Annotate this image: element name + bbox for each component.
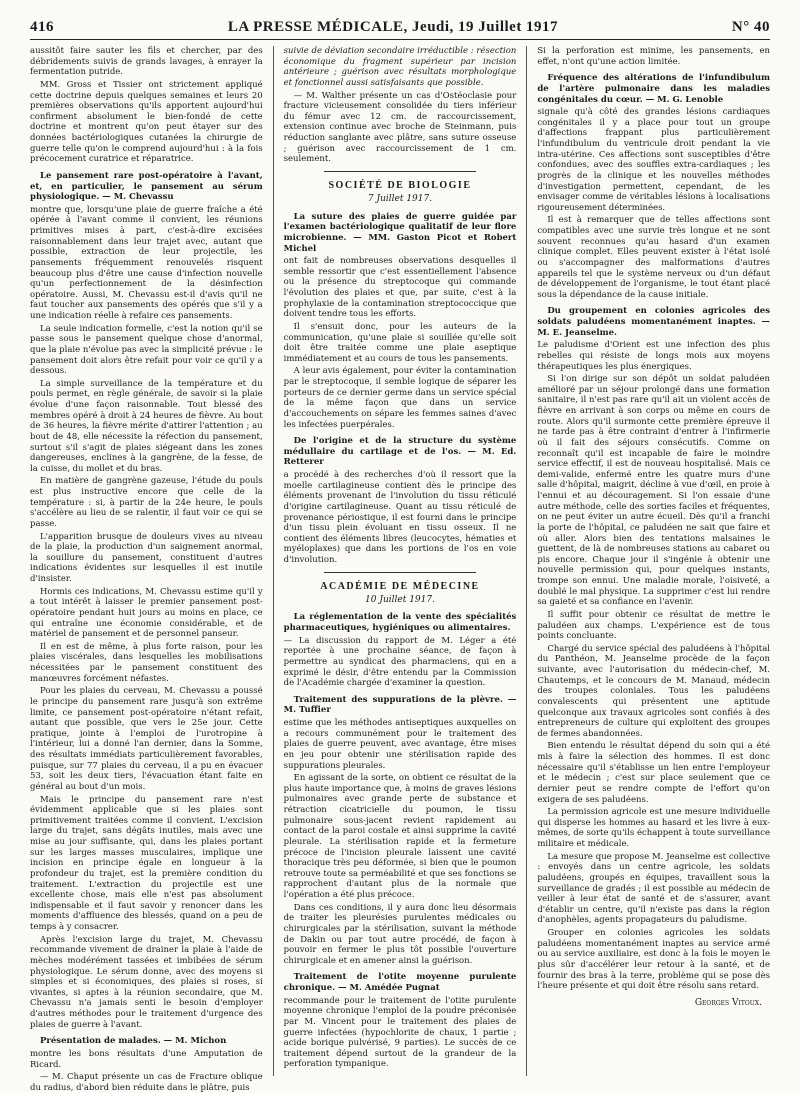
- paragraph: montre que, lorsqu'une plaie de guerre fraîche a été opérée à l'avant comme il convient, les réunions primitives mises à part, c'est-à-dire excisées raisonnablement dans leur trajet avec, autant que possible, extraction de leur projectile, les pansements fréquemment renouvelés risquent beaucoup plus d'être une cause d'infection nouvelle qu'un perfectionnement de la désinfection opératoire. Aussi, M. Chevassu est-il d'avis qu'il ne faut toucher aux pansements des opérés que s'il y a une indication réelle à refaire ces pansements.: [30, 204, 263, 321]
- paragraph: signale qu'à côté des grandes lésions cardiaques congénitales il y a place pour tout un groupe d'affections frappant plus particulièrement l'infundibulum du ventricule droit pendant la vie intra-utérine. Ces affections sont susceptibles d'être confondues, avec des souffles extra-cardiaques ; les progrès de la clinique et les nouvelles méthodes d'investigation permettent, cependant, de les envisager comme de véritables lésions à localisations rigoureusement déterminées.: [537, 107, 770, 213]
- paragraph: Si la perforation est minime, les pansements, en effet, n'ont qu'une action limitée.: [537, 46, 770, 67]
- section-heading: Traitement des suppurations de la plèvre. — M. Tuffier: [283, 694, 517, 716]
- paragraph: Il s'ensuit donc, pour les auteurs de la communication, qu'une plaie si souillée qu'elle soit doit être traitée comme une plaie aseptique immédiatement et au cours de tous les pansements.: [283, 321, 517, 364]
- paragraph: Il est à remarquer que de telles affections sont compatibles avec une survie très longue et ne sont souvent reconnues qu'au hasard d'un examen clinique complet. Elles peuvent exister à l'état isolé ou s'accompagner des malformations d'autres appareils tel que le système nerveux ou d'un défaut de développement de l'organisme, le tout étant placé sous la dépendance de la cause initiale.: [537, 215, 770, 300]
- page-header: [30, 14, 770, 40]
- paragraph: Si l'on dirige sur son dépôt un soldat paludéen amélioré par un séjour prolongé dans une formation sanitaire, il n'est pas rare qu'il ait un violent accès de fièvre en arrivant à son corps ou même en cours de route. Alors qu'il surmonte cette première épreuve il ne tarde pas à être contraint d'entrer à l'infirmerie où il fait des séjours consécutifs. Comme on reconnaît qu'il est incapable de faire le moindre service effectif, il est de nouveau hospitalisé. Mais ce demi-valide, enfermé entre les quatre murs d'une salle d'hôpital, maigrit, décline à vue d'œil, en proie à l'ennui et au découragement. Si l'on essaie d'une autre méthode, celle des sorties faciles et fréquentes, on ne peut éviter un autre écueil. Dès qu'il a franchi la porte de l'hôpital, ce paludéen ne sait que faire et où aller. Alors bien des tentations malsaines le guettent, de là de nombreuses stations au cabaret ou pis encore. Chaque jour il s'ingénie à obtenir une nouvelle permission qui, pour quelques instants, trompe son ennui. Une maladie morale, l'oisiveté, a doublé le mal physique. La supprimer c'est lui rendre sa gaieté et sa confiance en l'avenir.: [537, 374, 770, 608]
- paragraph: En agissant de la sorte, on obtient ce résultat de la plus haute importance que, à moins de graves lésions pulmonaires avec grande perte de substance et rétraction cicatricielle du poumon, le tissu pulmonaire sous-jacent revient rapidement au contact de la paroi costale et ainsi supprime la cavité pleurale. La stérilisation rapide et la fermeture précoce de l'incision pleurale laissent une cavité thoracique très peu déformée, si bien que le poumon retrouve toute sa perméabilité et que ses fonctions se rapprochent d'autant plus de la normale que l'opération a été plus précoce.: [283, 773, 517, 900]
- society-heading: ACADÉMIE DE MÉDECINE: [320, 580, 480, 592]
- section-heading: De l'origine et de la structure du système médullaire du cartilage et de l'os. — M. Ed. Retterer: [283, 436, 517, 468]
- paragraph: aussitôt faire sauter les fils et chercher, par des débridements suivis de grands lavages, à enrayer la fermentation putride.: [30, 46, 263, 78]
- section-heading: Le pansement rare post-opératoire à l'avant, et, en particulier, le pansement au sérum physiologique. — M. Chevassu: [30, 170, 263, 203]
- column-rule: [273, 46, 274, 1076]
- paragraph: montre les bons résultats d'une Amputation de Ricard.: [30, 1048, 263, 1070]
- author-signature: Georges Vitoux.: [694, 997, 762, 1008]
- paragraph: Mais le principe du pansement rare n'est évidemment applicable que si les plaies sont primitivement traitées comme il convient. L'excision large du trajet, sans dégâts inutiles, mais avec une mise au jour suffisante, qui, dans les plaies portant sur les larges masses musculaires, implique une incision en principe égale en longueur à la profondeur du trajet, est la première condition du traitement. L'extraction du projectile est une excellente chose, mais elle n'est pas absolument indispensable et il faut savoir y renoncer dans les moments d'affluence des blessés, quand on a peu de temps à y consacrer.: [30, 794, 263, 932]
- paragraph: Grouper en colonies agricoles les soldats paludéens momentanément inaptes au service armé ou au service auxiliaire, est donc à la fois le moyen le plus sûr d'accélérer leur retour à la santé, et de fournir des bras à la terre, problème qui se pose dès l'heure présente et qui doit être résolu sans retard.: [537, 928, 770, 992]
- paragraph: Pour les plaies du cerveau, M. Chevassu a poussé le principe du pansement rare jusqu'à son extrême limite, ce pansement post-opératoire n'étant refait, autant que possible, que vers le 25e jour. Cette pratique, jointe à l'emploi de l'urotropine à l'intérieur, lui a donné l'an dernier, dans la Somme, des résultats immédiats particulièrement favorables, puisque, sur 77 plaies du cerveau, il a pu en évacuer 53, soit les deux tiers, l'évacuation étant faite en général au bout d'un mois.: [30, 686, 263, 792]
- section-heading: Fréquence des altérations de l'infundibulum de l'artère pulmonaire dans les maladies congénitales du cœur. — M. G. Lenoble: [537, 73, 770, 105]
- section-heading: Présentation de malades. — M. Michon: [40, 1036, 227, 1047]
- paragraph: A leur avis également, pour éviter la contamination par le streptocoque, il semble logique de séparer les porteurs de ce dernier germe dans un service spécial de la même façon que dans un service d'accouchements on sépare les femmes saines d'avec les infectées puerpérales.: [283, 366, 517, 430]
- section-heading: Du groupement en colonies agricoles des soldats paludéens momentanément inaptes. — M. E. Jeanselme.: [537, 306, 770, 338]
- column-rule: [526, 46, 527, 1076]
- separator: [324, 572, 477, 573]
- session-date: 10 Juillet 1917.: [365, 595, 435, 606]
- column-1: [30, 46, 263, 1093]
- paragraph: En matière de gangrène gazeuse, l'étude du pouls est plus instructive encore que celle de la température : si, à partir de la 24e heure, le pouls s'accélère au lieu de se ralentir, il faut voir ce qui se passe.: [30, 476, 263, 529]
- paragraph: La seule indication formelle, c'est la notion qu'il se passe sous le pansement quelque chose d'anormal, que la plaie n'évolue pas avec la simplicité prévue : le pansement doit alors être refait pour voir ce qu'il y a dessous.: [30, 323, 263, 377]
- paragraph: La simple surveillance de la température et du pouls permet, en règle générale, de savoir si la plaie évolue d'une façon raisonnable. Tout blessé des membres opéré à droit à 24 heures de fièvre. Au bout de 36 heures, la fièvre mérite d'attirer l'attention ; au bout de 48, elle nécessite la réfection du pansement, surtout s'il s'agit de plaies siégeant dans les zones dangereuses, enclines à la gangrène, de la fesse, de la cuisse, du mollet et du bras.: [30, 378, 263, 474]
- section-heading: La suture des plaies de guerre guidée par l'examen bactériologique qualitatif de leur flore microbienne. — MM. Gaston Picot et Robert Michel: [283, 211, 517, 254]
- paragraph: Bien entendu le résultat dépend du soin qui a été mis à faire la sélection des hommes. Il est donc nécessaire qu'il s'établisse un lien entre l'employeur et le médecin ; c'est sur place seulement que ce dernier peut se rendre compte de l'effort qu'on exigera de ses paludéens.: [537, 741, 770, 805]
- paragraph: Il en est de même, à plus forte raison, pour les plaies viscérales, dans lesquelles les mobilisations nécessitées par le pansement constituent des manœuvres forcément néfastes.: [30, 641, 263, 684]
- paragraph: MM. Gross et Tissier ont strictement appliqué cette doctrine depuis quelques semaines et leurs 20 premières observations qu'ils apportent aujourd'hui confirment absolument le bien-fondé de cette doctrine et montrent qu'on peut étayer sur des données bactériologiques cutanées la chirurgie de guerre telle qu'on le comprend aujourd'hui : à la fois précocement curatrice et réparatrice.: [30, 79, 263, 165]
- section-heading: Traitement de l'otite moyenne purulente chronique. — M. Amédée Pugnat: [283, 972, 517, 993]
- session-date: 7 Juillet 1917.: [367, 194, 433, 205]
- paragraph: L'apparition brusque de douleurs vives au niveau de la plaie, la production d'un saignement anormal, la souillure du pansement, constituent d'autres indications évidentes sur lesquelles il est inutile d'insister.: [30, 531, 263, 584]
- paragraph: — M. Walther présente un cas d'Ostéoclasie pour fracture vicieusement consolidée du tiers inférieur du fémur avec 12 cm. de raccourcissement, extension continue avec broche de Steinmann, puis réduction sanglante avec plâtre, sans suture osseuse ; guérison avec raccourcissement de 1 cm. seulement.: [283, 90, 517, 165]
- paragraph: — M. Chaput présente un cas de Fracture oblique du radius, d'abord bien réduite dans le plâtre, puis: [30, 1072, 263, 1093]
- columns: [30, 46, 770, 1093]
- paragraph: La permission agricole est une mesure individuelle qui disperse les hommes au hasard et les livre à eux-mêmes, de sorte qu'ils échappent à toute surveillance militaire et médicale.: [537, 807, 770, 849]
- publication-title: LA PRESSE MÉDICALE, Jeudi, 19 Juillet 1917: [227, 19, 559, 35]
- column-2: [284, 46, 517, 1076]
- paragraph: suivie de déviation secondaire irréductible : résection économique du fragment supérieur par incision antérieure ; guérison avec résultats morphologique et fonctionnel aussi satisfaisants que possible.: [283, 46, 517, 88]
- paragraph: recommande pour le traitement de l'otite purulente moyenne chronique l'emploi de la poudre préconisée par M. Vincent pour le traitement des plaies de guerre infectées (hypochlorite de chaux, 1 partie ; acide borique pulvérisé, 9 parties). Le succès de ce traitement dépend surtout de la grandeur de la perforation tympanique.: [283, 995, 517, 1070]
- separator: [324, 171, 477, 172]
- paragraph: Il suffit pour obtenir ce résultat de mettre le paludéen aux champs. L'expérience est de tous points concluante.: [537, 609, 770, 642]
- issue-number: N° 40: [731, 19, 770, 35]
- paragraph: Chargé du service spécial des paludéens à l'hôpital du Panthéon, M. Jeanselme procède de la façon suivante, avec l'autorisation du médecin-chef, M. Chautemps, et le concours de M. Manaud, médecin des troupes coloniales. Tous les paludéens convalescents qui présentent une aptitude quelconque aux travaux agricoles sont confiés à des entrepreneurs de culture qui exploitent des groupes de fermes abandonnées.: [537, 643, 770, 739]
- section-heading: La réglementation de la vente des spécialités pharmaceutiques, hygiéniques ou alimentaires.: [283, 612, 517, 633]
- page-number: 416: [30, 19, 54, 35]
- paragraph: Hormis ces indications, M. Chevassu estime qu'il y a tout intérêt à laisser le premier pansement post-opératoire pendant huit jours au moins en place, ce qui entraîne une économie considérable, et de matériel de pansement et de personnel panseur.: [30, 586, 263, 640]
- paragraph: — La discussion du rapport de M. Léger a été reportée à une prochaine séance, de façon à permettre au syndicat des pharmaciens, qui en a exprimé le désir, d'être entendu par la Commission de l'Académie chargée d'examiner la question.: [283, 635, 517, 689]
- society-heading: SOCIÉTÉ DE BIOLOGIE: [328, 179, 472, 191]
- paragraph: a procédé à des recherches d'où il ressort que la moelle cartilagineuse contient dès le principe des éléments provenant de l'involution du tissu réticulé d'origine cartilagineuse. Quant au tissu réticulé de provenance périostique, il est fourni dans le principe d'un tissu plein évoluant en tissu osseux. Il ne contient des éléments libres (leucocytes, hématies et myéloplaxes) que dans les portions de l'os en voie d'involution.: [283, 470, 517, 565]
- paragraph: estime que les méthodes antiseptiques auxquelles on a recours communément pour le traitement des plaies de guerre peuvent, avec avantage, être mises en jeu pour obtenir une stérilisation rapide des suppurations pleurales.: [283, 718, 517, 771]
- paragraph: ont fait de nombreuses observations desquelles il semble ressortir que c'est essentiellement l'absence ou la présence du streptocoque qui commande l'évolution des plaies et que, par suite, c'est à la prophylaxie de la contamination streptococcique que doivent tendre tous les efforts.: [283, 256, 517, 320]
- paragraph: Après l'excision large du trajet, M. Chevassu recommande vivement de drainer la plaie à l'aide de mèches modérément tassées et imbibées de sérum physiologique. Le sérum donne, avec des moyens si simples et si économiques, des plaies si roses, si vivantes, si aptes à la réunion secondaire, que M. Chevassu n'a jamais senti le besoin d'employer d'autres méthodes pour le traitement d'urgence des plaies de guerre à l'avant.: [30, 934, 263, 1030]
- paragraph: Dans ces conditions, il y aura donc lieu désormais de traiter les pleurésies purulentes médicales ou chirurgicales par la stérilisation, suivant la méthode de Dakin ou par tout autre procédé, de façon à pouvoir en fermer le plus tôt possible l'ouverture chirurgicale et en amener ainsi la guérison.: [283, 902, 517, 966]
- column-3: [537, 46, 770, 1076]
- paragraph: Le paludisme d'Orient est une infection des plus rebelles qui résiste de longs mois aux moyens thérapeutiques les plus énergiques.: [537, 340, 770, 372]
- paragraph: La mesure que propose M. Jeanselme est collective : envoyés dans un centre agricole, les soldats paludéens, groupés en équipes, travaillent sous la surveillance de gradés ; il est possible au médecin de veiller à leur état de santé et de s'assurer, avant d'établir un centre, qu'il n'existe pas dans la région d'anophèles, agents propagateurs du paludisme.: [537, 851, 770, 926]
